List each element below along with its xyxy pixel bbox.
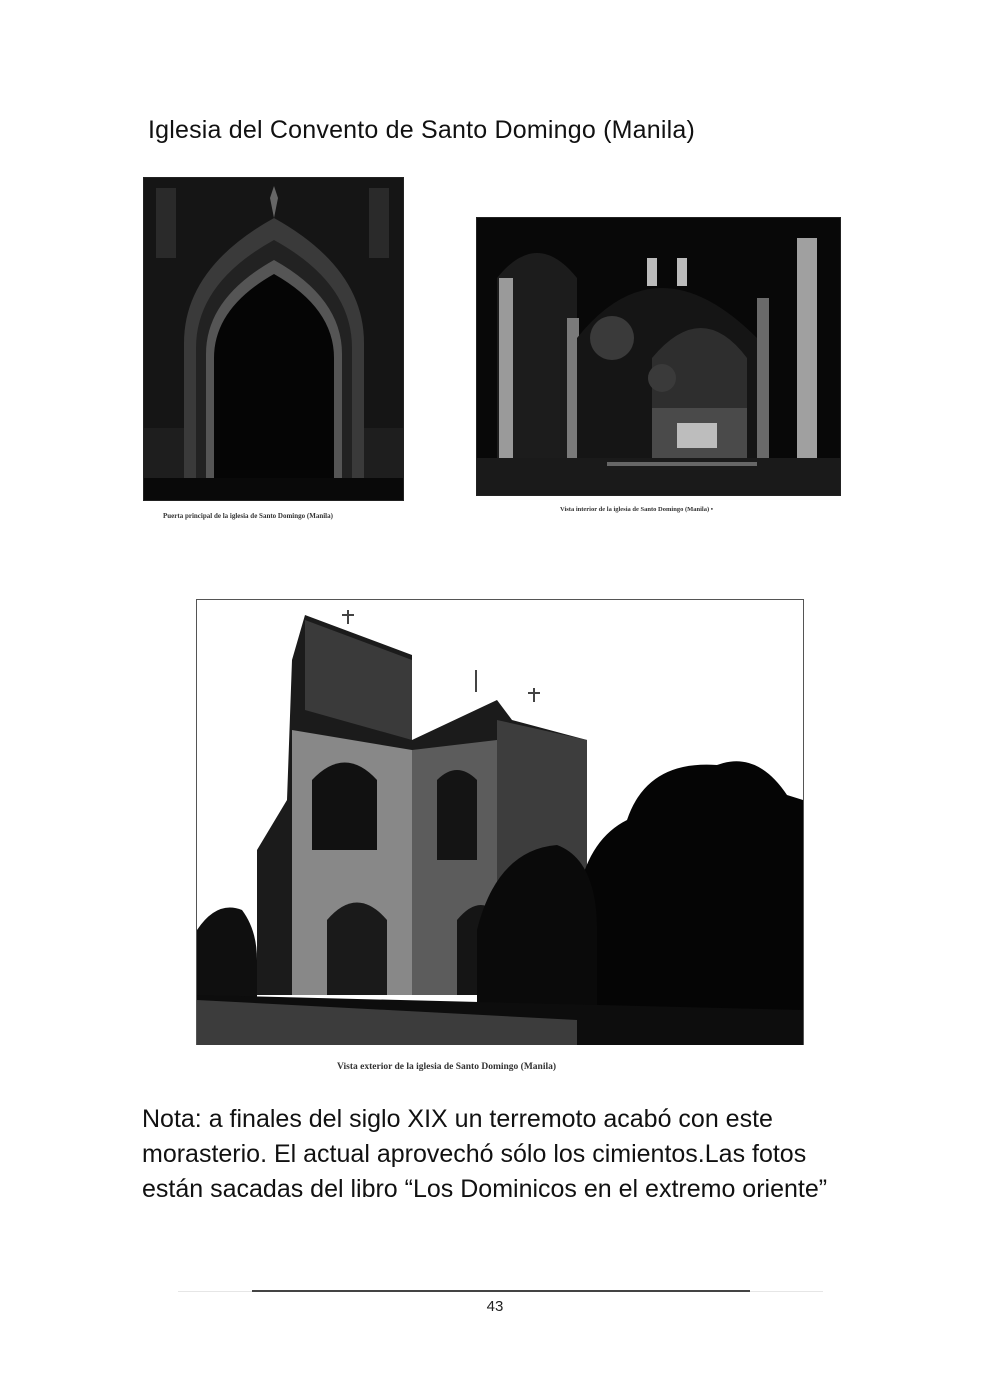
interior-photo — [476, 217, 841, 496]
footer-rule — [252, 1290, 750, 1292]
exterior-photo — [196, 599, 804, 1045]
interior-caption: Vista interior de la iglesia de Santo Domingo (Manila) • — [560, 506, 714, 513]
portal-photo — [143, 177, 404, 501]
portal-caption: Puerta principal de la iglesia de Santo Domingo (Manila) — [163, 512, 333, 520]
note-text: Nota: a finales del siglo XIX un terremoto acabó con este morasterio. El actual aprovechó sólo los cimientos.Las fotos están sacadas del libro “Los Dominicos en el extremo oriente” — [142, 1105, 828, 1203]
page-number: 43 — [486, 1298, 504, 1315]
exterior-caption: Vista exterior de la iglesia de Santo Domingo (Manila) — [337, 1062, 557, 1072]
page-title: Iglesia del Convento de Santo Domingo (Manila) — [148, 116, 696, 144]
